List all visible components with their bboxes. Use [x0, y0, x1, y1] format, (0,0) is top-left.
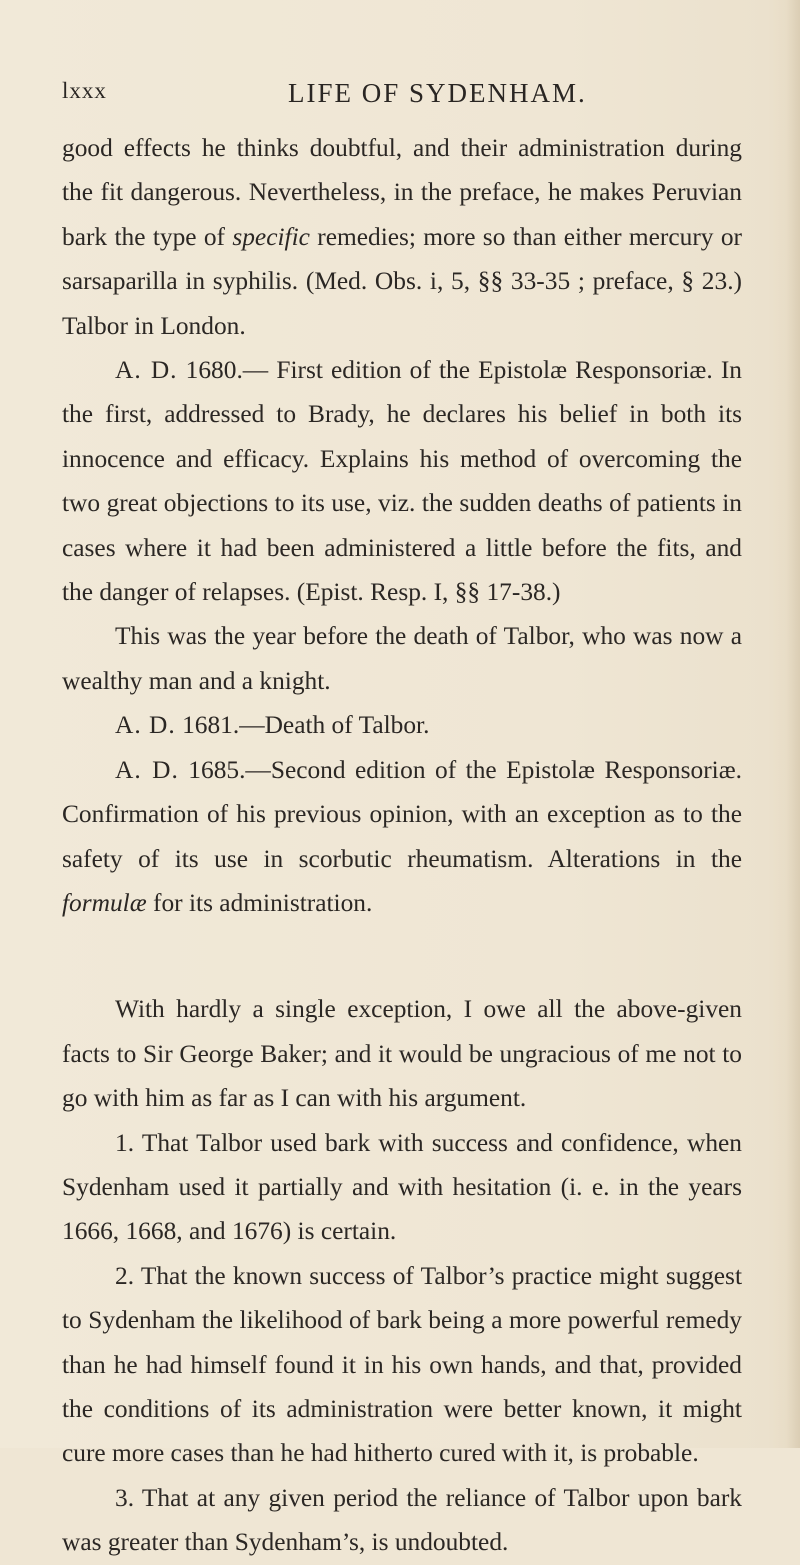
italic-term: formulæ	[62, 888, 147, 917]
italic-term: specific	[232, 222, 310, 251]
paragraph-text: 1680.— First edition of the Epistolæ Responsoriæ. In the first, addressed to Brady, he declares his belief in both its innocence and efficacy. Explains his method of overcoming the two great objections to its use, viz. the sudden deaths of patients in cases where it had been administered a little before the fits, and the danger of relapses. (Epist. Resp. I, §§ 17-38.)	[62, 356, 742, 607]
paragraph-talbor-knight: This was the year before the death of Talbor, who was now a wealthy man and a knight.	[62, 622, 742, 695]
running-title: LIFE OF SYDENHAM.	[288, 78, 587, 108]
paragraph-text: 1681.—Death of Talbor.	[175, 711, 430, 740]
section-gap	[62, 925, 742, 987]
page-number: lxxx	[62, 78, 107, 103]
date-label: A. D.	[115, 711, 176, 740]
paragraph-text: 1685.—Second edition of the Epistolæ Responsoriæ. Confirmation of his previous opinion, with an exception as to the safety of its use in scorbutic rheumatism. Alterations in the	[62, 755, 743, 873]
paragraph-1685	[62, 748, 742, 926]
paragraph-1681	[62, 703, 742, 747]
paragraph-continued	[62, 126, 742, 348]
numbered-point-3: 3. That at any given period the reliance of Talbor upon bark was greater than Sydenham’s, is undoubted.	[62, 1483, 742, 1557]
body-text	[62, 126, 742, 1565]
paragraph-text: for its administration.	[146, 888, 373, 917]
paragraph-text: remedies; more so than either mercury or sarsaparilla in syphilis. (Med. Obs. i, 5, §§ 33-35 ; preface, § 23.) Talbor in London.	[62, 222, 742, 340]
numbered-point-1: 1. That Talbor used bark with success and confidence, when Sydenham used it partially and with hesitation (i. e. in the years 1666, 1668, and 1676) is certain.	[62, 1128, 742, 1246]
page-header	[62, 78, 742, 118]
page-edge-shadow	[786, 0, 800, 1448]
paragraph-acknowledgement: With hardly a single exception, I owe all the above-given facts to Sir George Baker; and it would be ungracious of me not to go with him as far as I can with his argument.	[62, 995, 742, 1113]
numbered-point-2: 2. That the known success of Talbor’s practice might suggest to Sydenham the likelihood of bark being a more powerful remedy than he had himself found it in his own hands, and that, provided the conditions of its administration were better known, it might cure more cases than he had hitherto cured with it, is probable.	[62, 1261, 742, 1468]
paragraph-text: good effects he thinks doubtful, and their administration during the fit dangerous. Nevertheless, in the preface, he makes Peruvian bark the type of	[62, 134, 742, 251]
date-label: A. D.	[115, 356, 178, 385]
paragraph-1680	[62, 348, 742, 614]
date-label: A. D.	[115, 755, 179, 784]
